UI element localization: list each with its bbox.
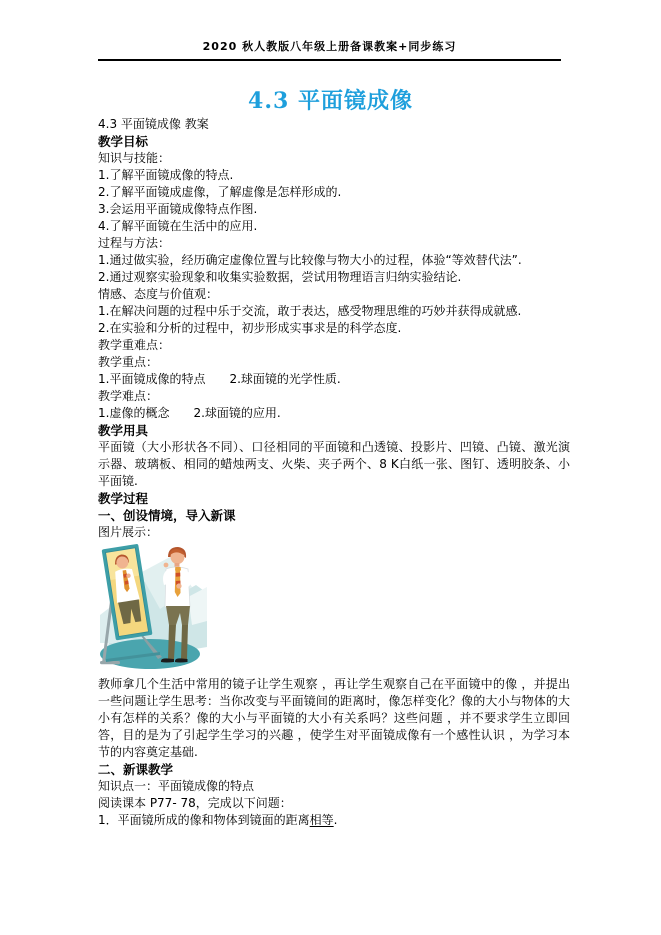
mirror-illustration [100,543,207,673]
heading-section-1: 一、创设情境，导入新课 [98,508,236,523]
list-item: 1.在解决问题的过程中乐于交流，敢于表达，感受物理思维的巧妙并获得成就感. [98,304,522,318]
label-knowledge-skills: 知识与技能： [98,151,171,165]
difficult-points: 1.虚像的概念 2.球面镜的应用. [98,406,281,420]
list-item: 2.了解平面镜成虚像，了解虚像是怎样形成的. [98,185,342,199]
list-item: 3.会运用平面镜成像特点作图. [98,202,258,216]
heading-tools: 教学用具 [98,423,149,438]
question-1 [98,812,570,829]
list-item: 2.在实验和分析的过程中，初步形成实事求是的科学态度. [98,321,402,335]
document-body [98,116,570,829]
heading-objectives: 教学目标 [98,134,149,149]
reading-task: 阅读课本 P77- 78，完成以下问题： [98,796,292,810]
question-1-text: 1．平面镜所成的像和物体到镜面的距离 [98,813,310,827]
topic-1: 知识点一：平面镜成像的特点 [98,779,255,793]
tools-paragraph: 平面镜（大小形状各不同）、口径相同的平面镜和凸透镜、投影片、凹镜、凸镜、激光演示器、玻璃板、相同的蜡烛两支、火柴、夹子两个、8 K白纸一张、图钉、透明胶条、小平面镜. [98,440,570,488]
question-1-period: . [333,813,338,827]
list-item: 1.了解平面镜成像的特点. [98,168,234,182]
key-points: 1.平面镜成像的特点 2.球面镜的光学性质. [98,372,341,386]
label-image-display: 图片展示： [98,525,159,539]
label-difficult-points: 教学难点： [98,389,159,403]
list-item: 2.通过观察实验现象和收集实验数据，尝试用物理语言归纳实验结论. [98,270,462,284]
label-emotion-values: 情感、态度与价值观： [98,287,219,301]
label-key-points: 教学重点： [98,355,159,369]
label-key-difficult: 教学重难点： [98,338,171,352]
intro-paragraph: 教师拿几个生活中常用的镜子让学生观察 ，再让学生观察自己在平面镜中的像 ，并提出一些问题让学生思考：当你改变与平面镜间的距离时，像怎样变化？像的大小与物体的大小有怎样的关系？像的大小与平面镜的大小有关系吗？这些问题 ，并不要求学生立即回答，目的是为了引起学生学习的兴趣 ，使学生对平面镜成像有一个感性认识 ，为学习本节的内容奠定基础. [98,677,570,759]
list-item: 4.了解平面镜在生活中的应用. [98,219,258,233]
page-title: 4.3 平面镜成像 [248,88,413,114]
label-process-methods: 过程与方法： [98,236,171,250]
subtitle: 4.3 平面镜成像 教案 [98,117,209,131]
list-item: 1.通过做实验，经历确定虚像位置与比较像与物大小的过程，体验“等效替代法”. [98,253,522,267]
heading-section-2: 二、新课教学 [98,762,174,777]
heading-process: 教学过程 [98,491,149,506]
question-1-answer: 相等 [309,813,334,827]
page-header: 2020 秋人教版八年级上册备课教案+同步练习 [98,38,561,61]
